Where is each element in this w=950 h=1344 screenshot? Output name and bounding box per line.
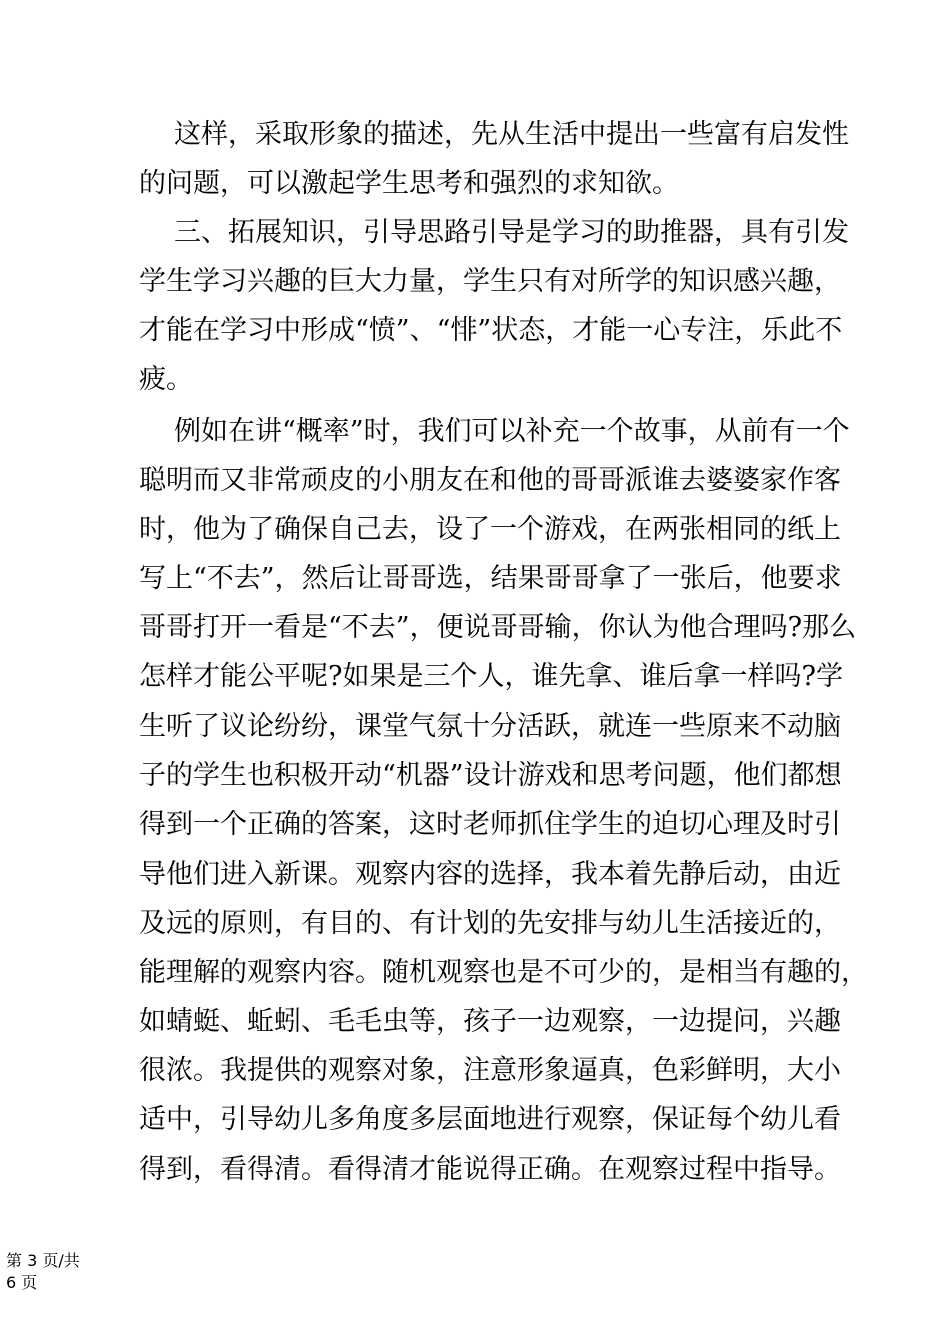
paragraph-line: 适中，引导幼儿多角度多层面地进行观察，保证每个幼儿看 — [139, 1104, 841, 1135]
paragraph-line: 学生学习兴趣的巨大力量，学生只有对所学的知识感兴趣， — [139, 266, 841, 297]
paragraph-line: 疲。 — [139, 364, 193, 395]
paragraph-line: 才能在学习中形成“愤”、“悱”状态，才能一心专注，乐此不 — [139, 315, 843, 346]
page-number — [6, 1250, 106, 1294]
paragraph-line: 三、拓展知识，引导思路引导是学习的助推器，具有引发 — [174, 217, 849, 248]
paragraph-line: 很浓。我提供的观察对象，注意形象逼真，色彩鲜明，大小 — [139, 1055, 841, 1086]
paragraph-line: 及远的原则，有目的、有计划的先安排与幼儿生活接近的， — [139, 908, 841, 939]
paragraph-line: 聪明而又非常顽皮的小朋友在和他的哥哥派谁去婆婆家作客 — [139, 465, 841, 496]
paragraph-line: 时，他为了确保自己去，设了一个游戏，在两张相同的纸上 — [139, 514, 841, 545]
paragraph-line: 生听了议论纷纷，课堂气氛十分活跃，就连一些原来不动脑 — [139, 711, 841, 742]
paragraph-line: 例如在讲“概率”时，我们可以补充一个故事，从前有一个 — [174, 416, 850, 447]
paragraph-line: 写上“不去”，然后让哥哥选，结果哥哥拿了一张后，他要求 — [139, 563, 842, 594]
page-number-line: 第 3 页/共 — [6, 1251, 80, 1270]
paragraph-line: 的问题，可以激起学生思考和强烈的求知欲。 — [139, 168, 679, 199]
paragraph-line: 导他们进入新课。观察内容的选择，我本着先静后动，由近 — [139, 859, 841, 890]
paragraph-line: 得到一个正确的答案，这时老师抓住学生的迫切心理及时引 — [139, 809, 841, 840]
paragraph-line: 怎样才能公平呢?如果是三个人，谁先拿、谁后拿一样吗?学 — [139, 661, 843, 692]
page-number-line: 6 页 — [6, 1273, 38, 1292]
paragraph-line: 得到，看得清。看得清才能说得正确。在观察过程中指导。 — [139, 1154, 841, 1185]
paragraph-line: 如蜻蜓、蚯蚓、毛毛虫等，孩子一边观察，一边提问，兴趣 — [139, 1006, 841, 1037]
paragraph-line: 能理解的观察内容。随机观察也是不可少的，是相当有趣的， — [139, 957, 868, 988]
paragraph-line: 哥哥打开一看是“不去”，便说哥哥输，你认为他合理吗?那么 — [139, 612, 857, 643]
paragraph-line: 这样，采取形象的描述，先从生活中提出一些富有启发性 — [174, 119, 849, 150]
paragraph-line: 子的学生也积极开动“机器”设计游戏和思考问题，他们都想 — [139, 760, 842, 791]
